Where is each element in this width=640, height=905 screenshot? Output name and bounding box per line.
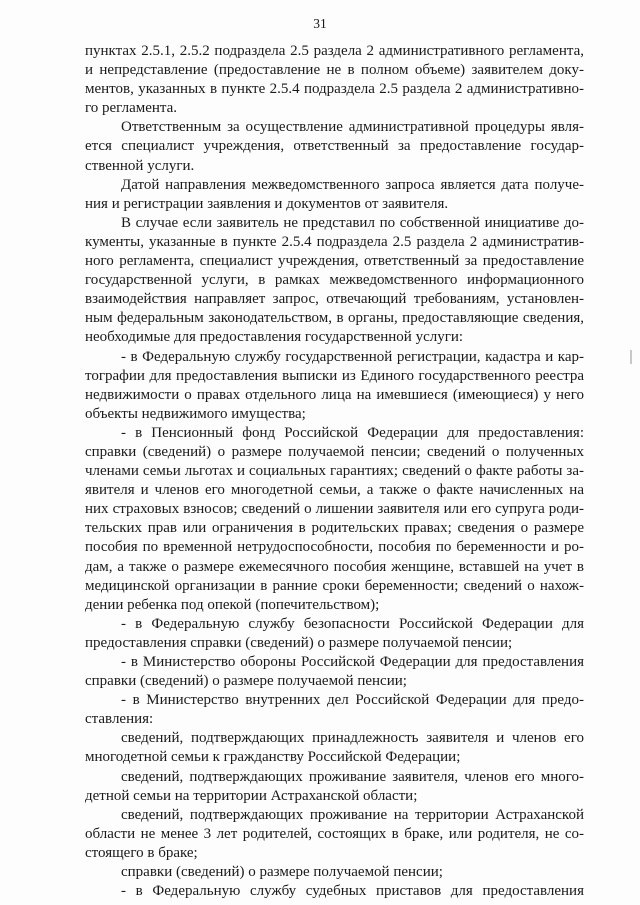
paragraph-line: многодетной семьи к гражданству Российской Федерации; [85, 749, 461, 766]
page-number: 31 [313, 16, 327, 31]
paragraph-line: справки (сведений) о размере получаемой пенсии; [85, 673, 407, 690]
paragraph-line: ставления: [85, 711, 154, 728]
paragraph-first-line: сведений, подтверждающих проживание на территории Астраханской [121, 806, 584, 823]
paragraph-line: ственной услуги. [85, 157, 195, 174]
paragraph-line: явителя и членов его многодетной семьи, а также о факте начисленных на [85, 482, 584, 499]
paragraph-line: ется специалист учреждения, ответственный за предоставление государ- [85, 138, 584, 155]
paragraph-line: предоставления справки (сведений) о размере получаемой пенсии; [85, 634, 513, 651]
paragraph-line: медицинской организации в ранние сроки беременности; сведений о нахож- [85, 577, 584, 594]
paragraph-line: недвижимости о правах отдельного лица на имевшиеся (имеющиеся) у него [85, 386, 584, 403]
paragraph-line: ментов, указанных в пункте 2.5.4 подраздела 2.5 раздела 2 административно- [85, 81, 584, 98]
paragraph-first-line: - в Пенсионный фонд Российской Федерации для предоставления: [121, 424, 584, 441]
paragraph-line: го регламента. [85, 100, 178, 117]
paragraph-line: кументы, указанные в пункте 2.5.4 подраздела 2.5 раздела 2 административ- [85, 233, 584, 250]
paragraph-line: ния и регистрации заявления и документов от заявителя. [85, 195, 449, 212]
paragraph-line: необходимые для предоставления государственной услуги: [85, 329, 464, 346]
paragraph-first-line: сведений, подтверждающих проживание заявителя, членов его много- [121, 768, 584, 785]
paragraph-line: дам, а также о размере ежемесячного пособия женщине, вставшей на учет в [85, 558, 584, 575]
paragraph-line: государственной услуги, в рамках межведомственного информационного [85, 272, 584, 289]
paragraph-line: ным федеральным законодательством, в органы, предоставляющие сведения, [85, 310, 584, 327]
paragraph-line: пособия по временной нетрудоспособности, пособия по беременности и ро- [85, 539, 584, 556]
paragraph-first-line: пунктах 2.5.1, 2.5.2 подраздела 2.5 раздела 2 административного регламента, [85, 43, 584, 59]
paragraph-line: детной семьи на территории Астраханской области; [85, 787, 418, 804]
paragraph-line: них страховых взносов; сведений о лишении заявителя или его супруга роди- [85, 501, 584, 518]
paragraph-line: взаимодействия направляет запрос, отвечающий требованиям, установлен- [85, 291, 584, 308]
paragraph-line: тографии для предоставления выписки из Единого государственного реестра [85, 367, 584, 384]
paragraph-line: объекты недвижимого имущества; [85, 405, 306, 422]
paragraph-line: области не менее 3 лет родителей, состоящих в браке, или родителя, не со- [85, 825, 584, 842]
paragraph-first-line: - в Министерство внутренних дел Российской Федерации для предо- [121, 692, 584, 709]
paragraph-first-line: - в Федеральную службу безопасности Российской Федерации для [121, 615, 584, 632]
paragraph-first-line: сведений, подтверждающих принадлежность заявителя и членов его [121, 730, 584, 747]
paragraph-line: тельских прав или ограничения в родительских правах; сведения о размере [85, 520, 584, 537]
paragraph-first-line: В случае если заявитель не представил по собственной инициативе до- [121, 214, 584, 231]
paragraph-line: дении ребенка под опекой (попечительством); [85, 596, 380, 613]
paragraph-line: и непредставление (предоставление не в полном объеме) заявителем доку- [85, 62, 584, 79]
document-body [85, 42, 584, 901]
paragraph-first-line: - в Федеральную службу судебных приставов для предоставления [121, 883, 584, 900]
paragraph-first-line: справки (сведений) о размере получаемой пенсии; [121, 864, 443, 881]
paragraph-line: стоящего в браке; [85, 844, 198, 861]
paragraph-first-line: Ответственным за осуществление административной процедуры явля- [121, 119, 584, 136]
paragraph-line: справки (сведений) о размере получаемой пенсии; сведений о полученных [85, 443, 584, 460]
paragraph-first-line: - в Федеральную службу государственной регистрации, кадастра и кар- [121, 348, 584, 365]
paragraph-line: ного регламента, специалист учреждения, ответственный за предоставление [85, 253, 584, 270]
paragraph-first-line: - в Министерство обороны Российской Федерации для предоставления [121, 654, 584, 670]
paragraph-line: членами семьи льготах и социальных гарантиях; сведений о факте работы за- [85, 463, 584, 480]
scan-artifact-mark [630, 350, 632, 364]
paragraph-first-line: Датой направления межведомственного запроса является дата получе- [121, 176, 584, 193]
